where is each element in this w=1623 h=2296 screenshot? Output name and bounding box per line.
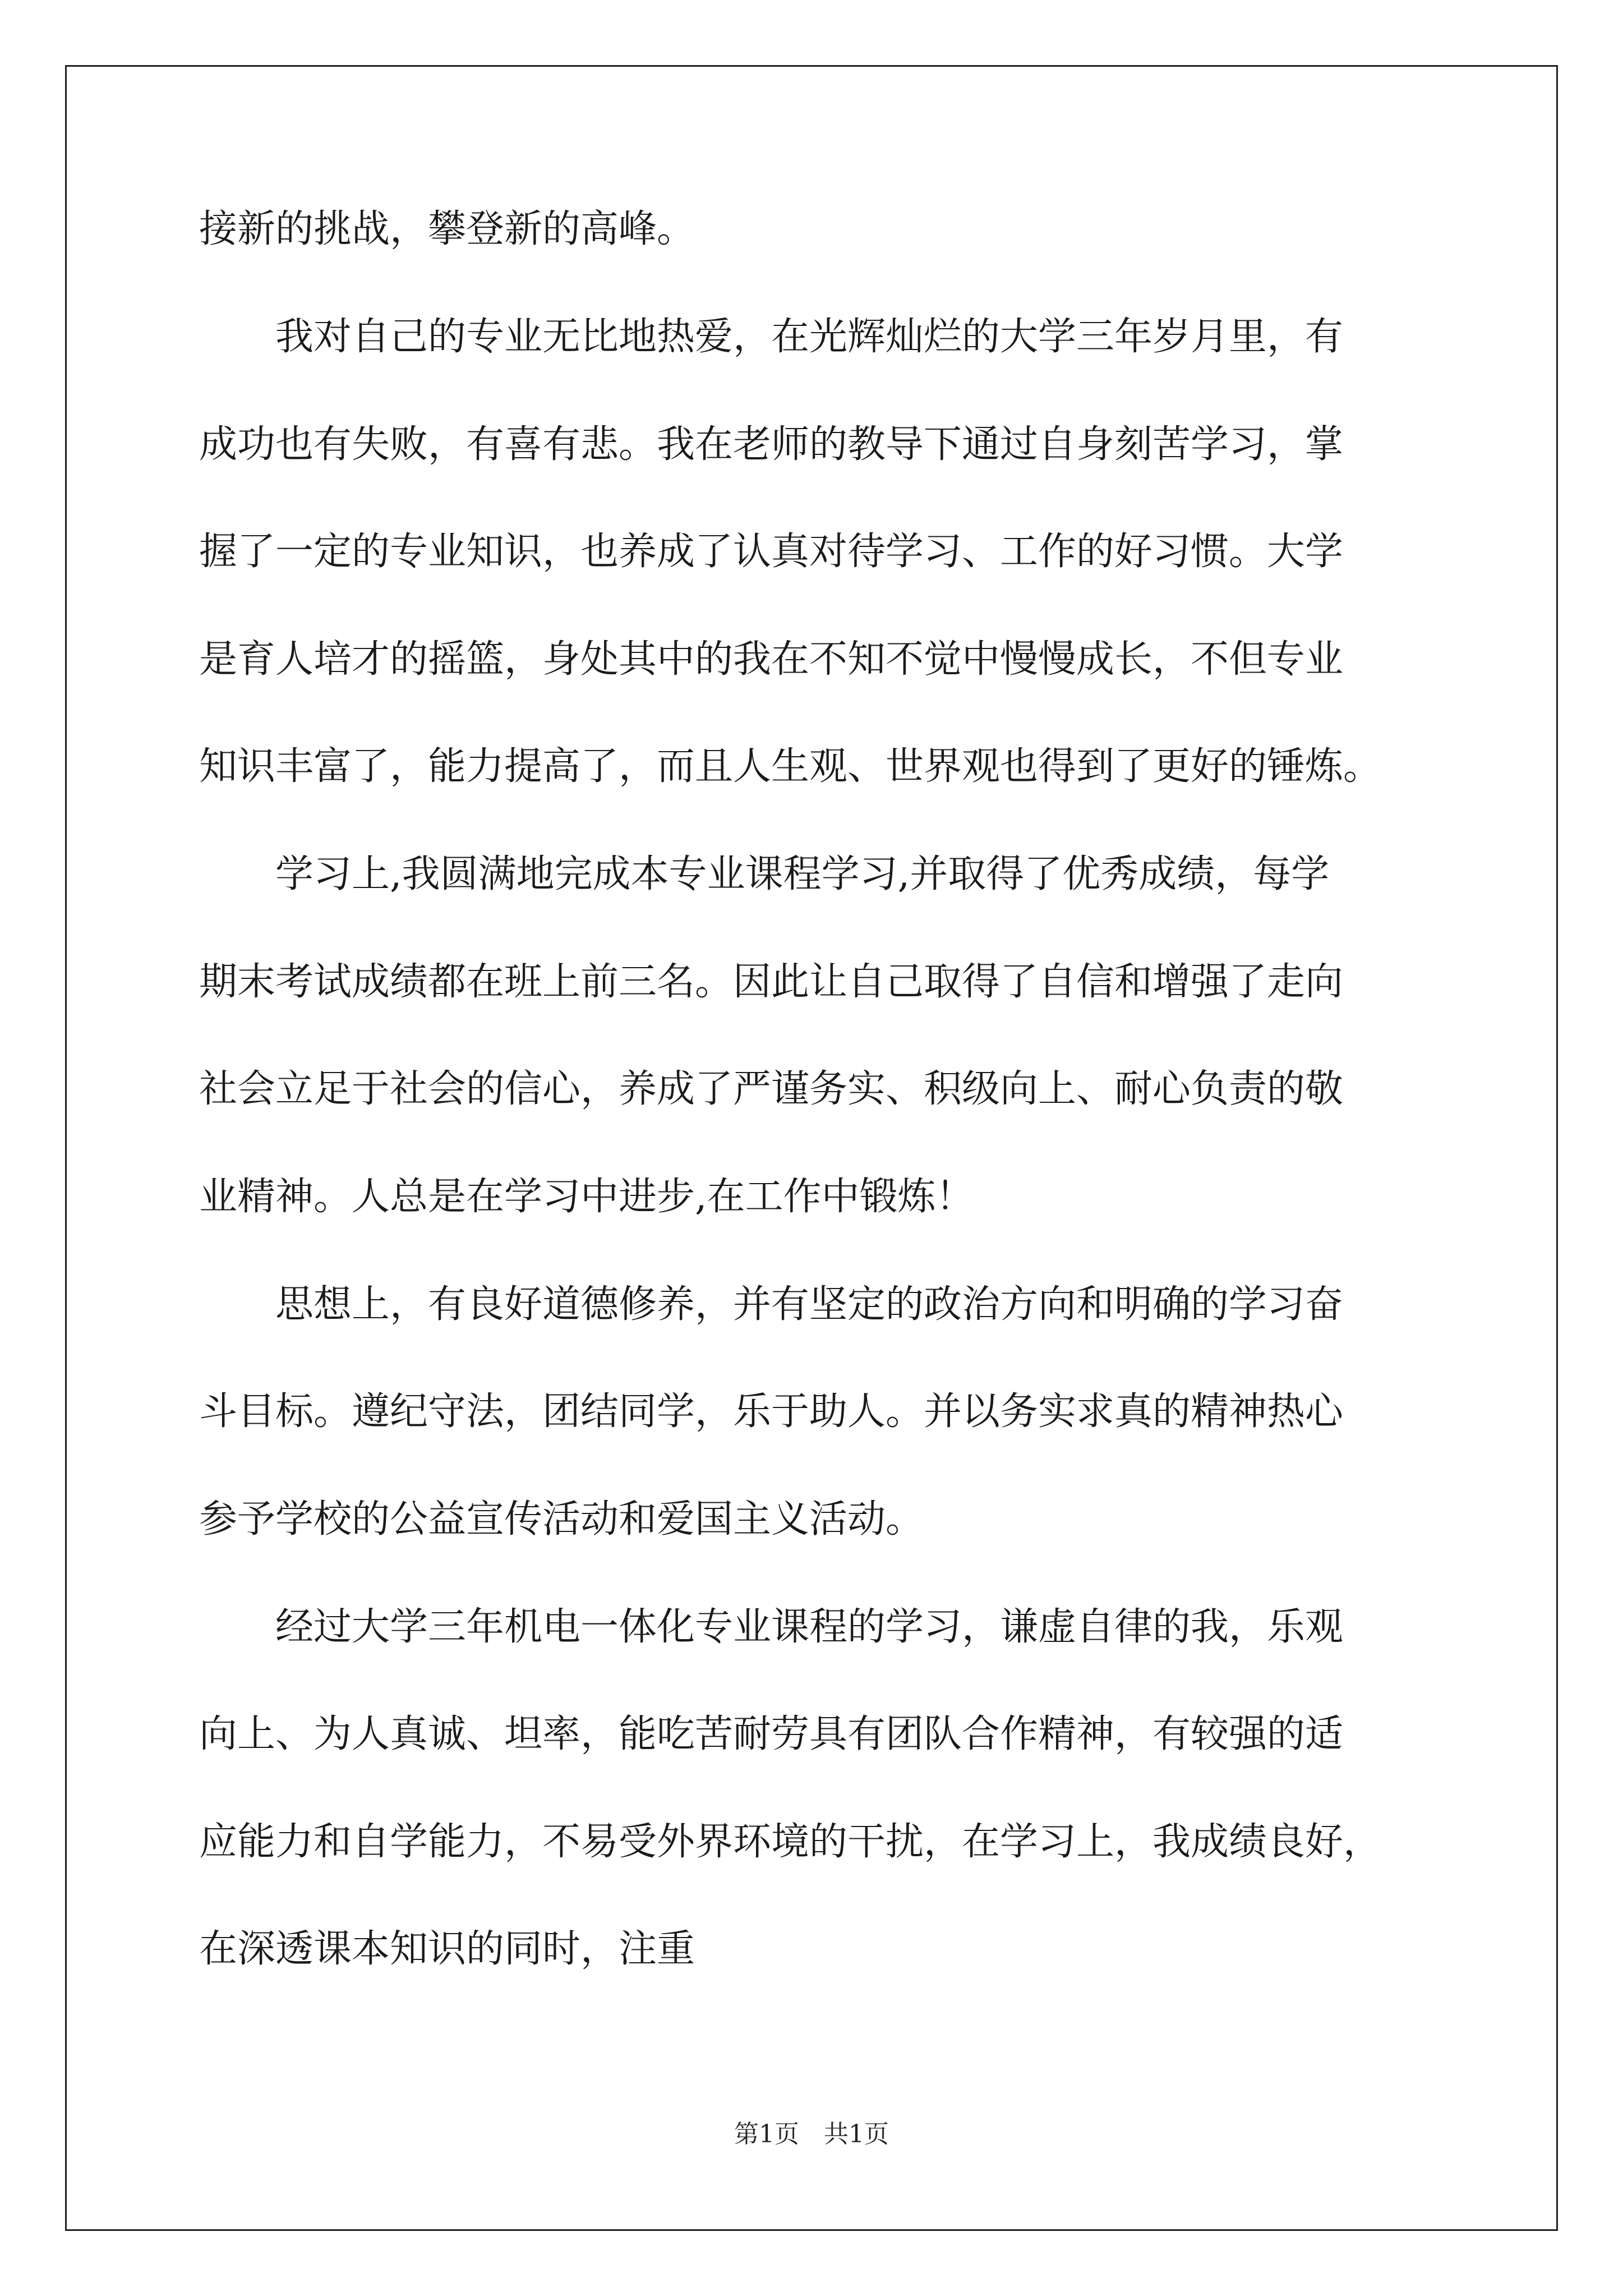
text-line: 知识丰富了，能力提高了，而且人生观、世界观也得到了更好的锤炼。 [199, 744, 1382, 789]
text-line: 我对自己的专业无比地热爱，在光辉灿烂的大学三年岁月里，有 [199, 315, 1344, 359]
text-line: 学习上,我圆满地完成本专业课程学习,并取得了优秀成绩，每学 [199, 852, 1330, 896]
text-line: 思想上，有良好道德修养，并有坚定的政治方向和明确的学习奋 [199, 1282, 1344, 1327]
page-border [65, 65, 1558, 2231]
text-line: 参予学校的公益宣传活动和爱国主义活动。 [199, 1497, 924, 1542]
text-line: 握了一定的专业知识，也养成了认真对待学习、工作的好习惯。大学 [199, 530, 1344, 574]
text-line: 接新的挑战，攀登新的高峰。 [199, 207, 695, 251]
text-line: 斗目标。遵纪守法，团结同学，乐于助人。并以务实求真的精神热心 [199, 1389, 1344, 1434]
text-line: 是育人培才的摇篮，身处其中的我在不知不觉中慢慢成长，不但专业 [199, 637, 1344, 682]
text-line: 社会立足于社会的信心，养成了严谨务实、积级向上、耐心负责的敬 [199, 1067, 1344, 1111]
page-number-footer: 第1页 共1页 [734, 2120, 889, 2148]
text-line: 经过大学三年机电一体化专业课程的学习，谦虚自律的我，乐观 [199, 1605, 1344, 1649]
text-line: 应能力和自学能力，不易受外界环境的干扰，在学习上，我成绩良好， [199, 1820, 1382, 1864]
text-line: 向上、为人真诚、坦率，能吃苦耐劳具有团队合作精神，有较强的适 [199, 1712, 1344, 1756]
text-line: 期末考试成绩都在班上前三名。因此让自己取得了自信和增强了走向 [199, 960, 1344, 1004]
text-line: 业精神。人总是在学习中进步,在工作中锻炼！ [199, 1175, 974, 1219]
text-line: 成功也有失败，有喜有悲。我在老师的教导下通过自身刻苦学习，掌 [199, 422, 1344, 467]
text-line: 在深透课本知识的同时，注重 [199, 1927, 695, 1971]
